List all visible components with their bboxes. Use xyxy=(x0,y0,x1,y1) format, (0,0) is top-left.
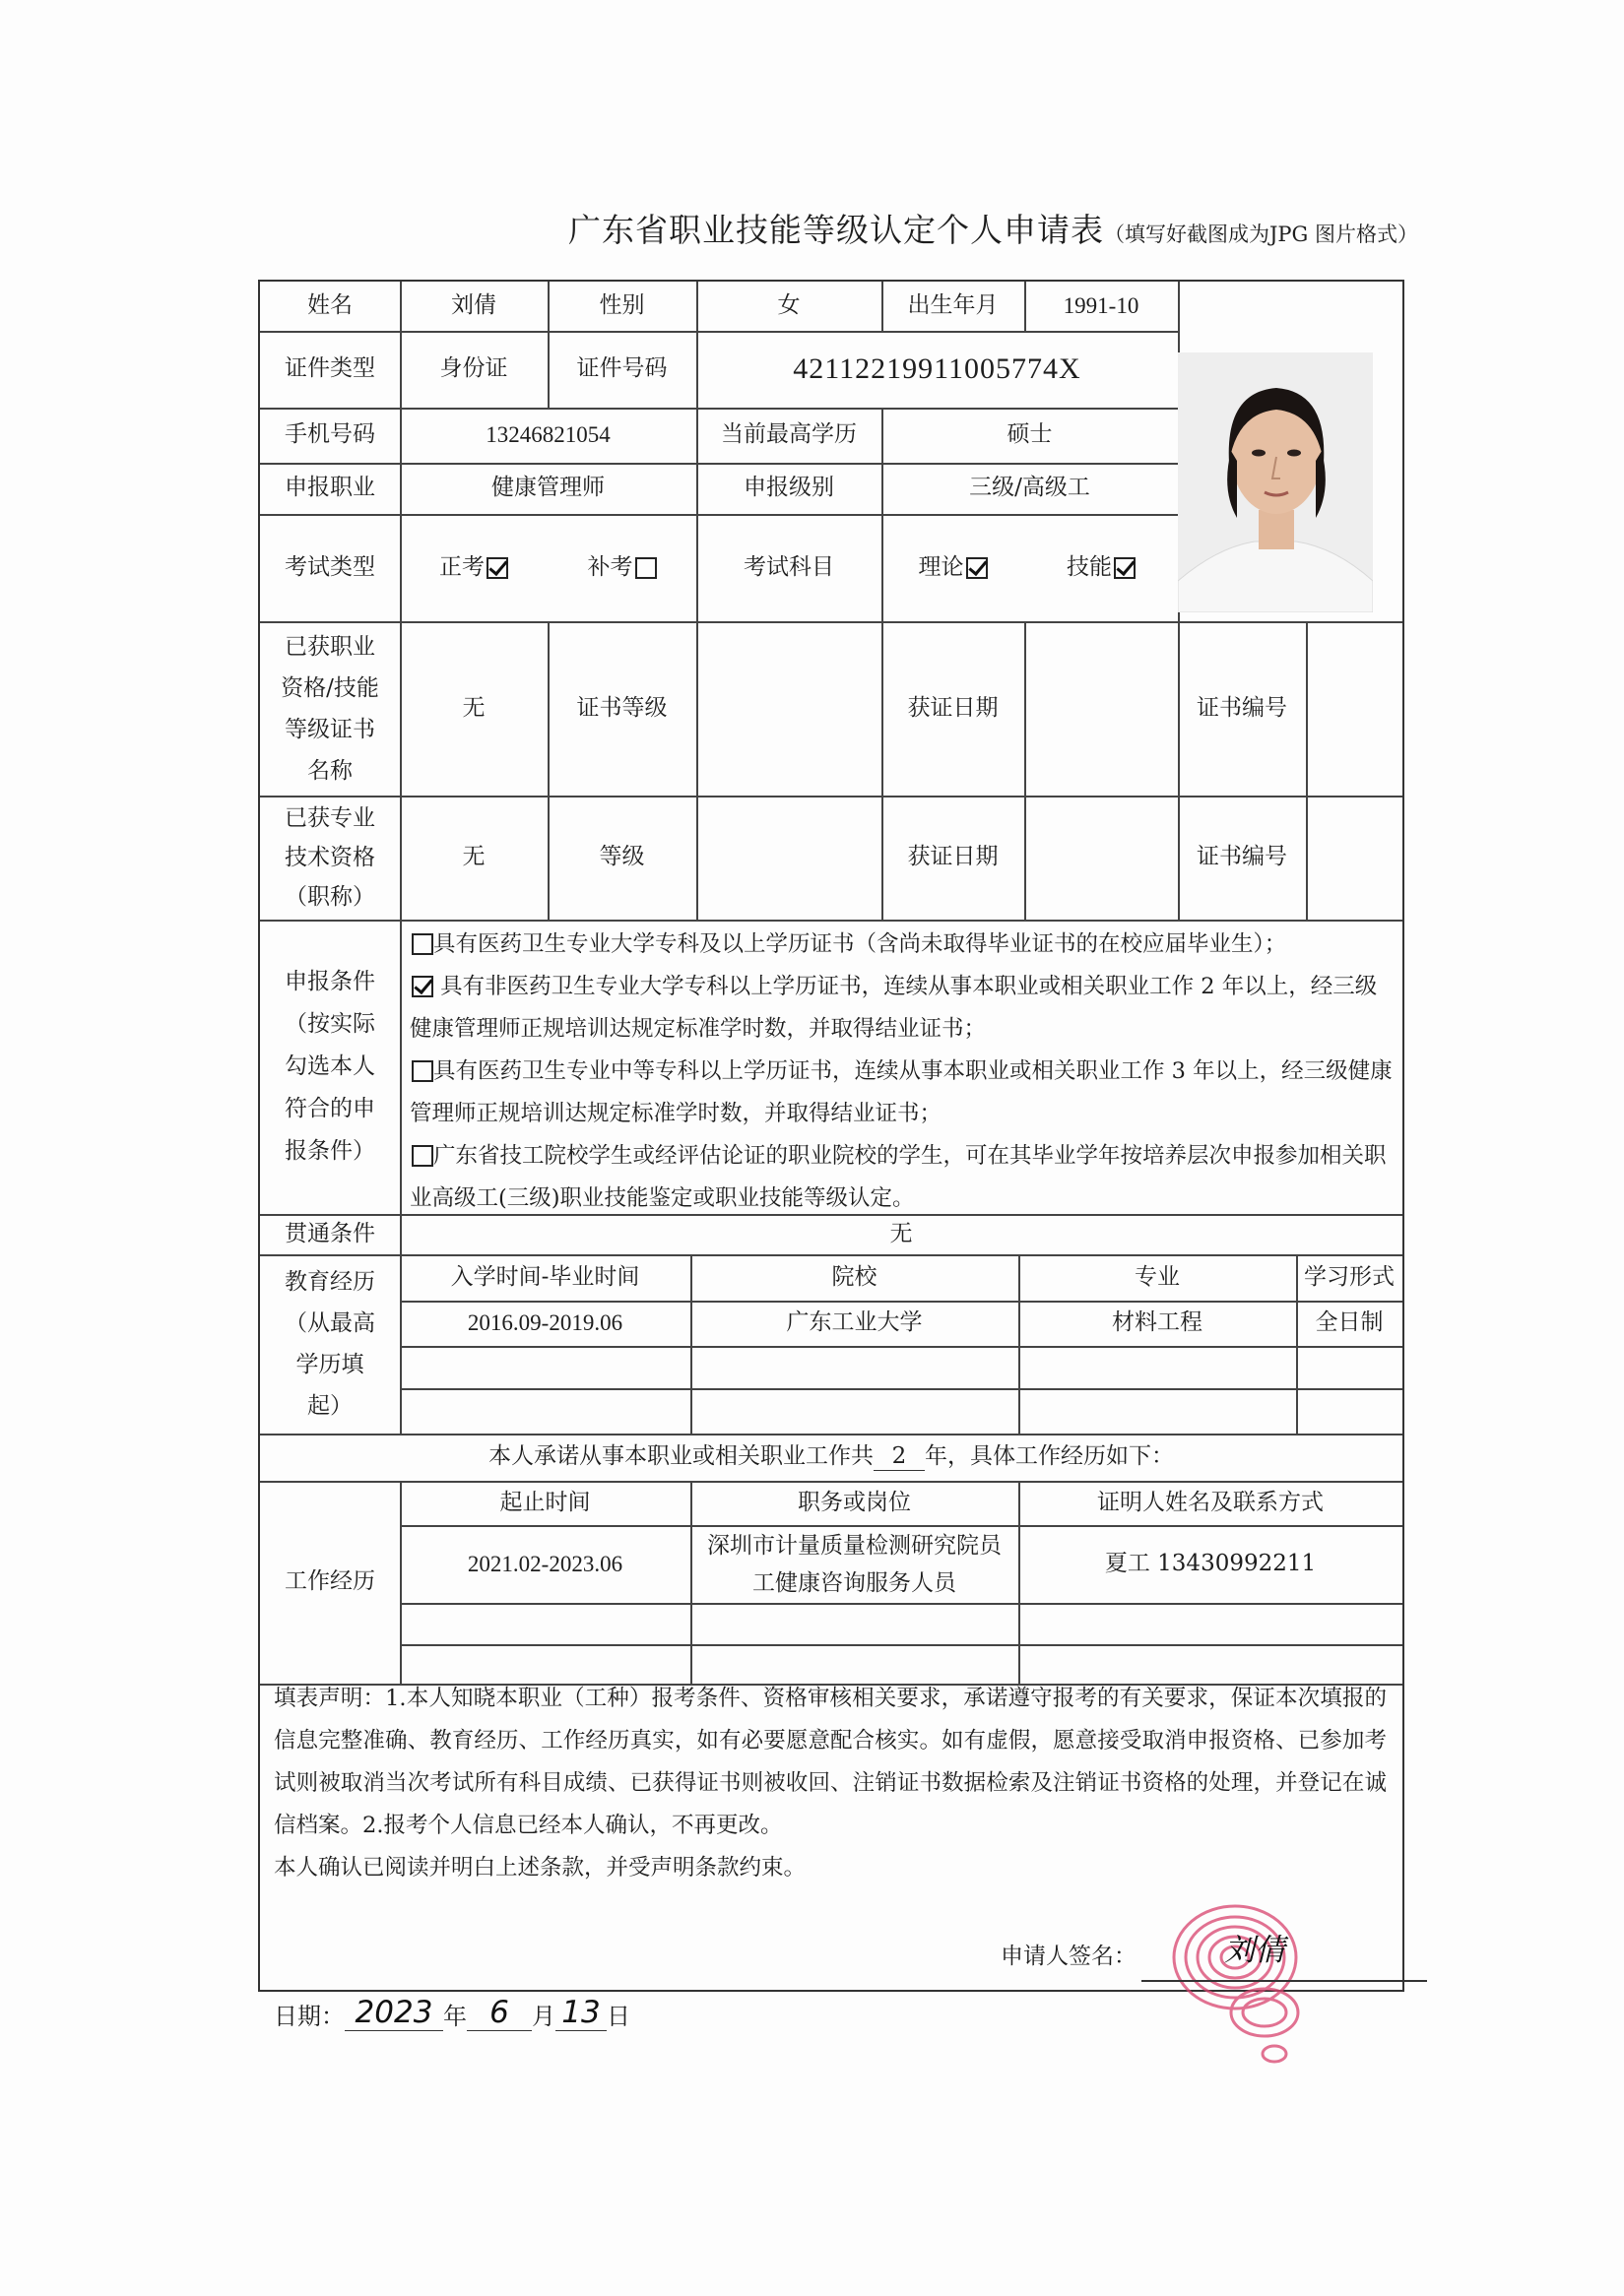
gender-label: 性别 xyxy=(599,292,645,319)
job-label: 申报职业 xyxy=(285,475,375,501)
date-day-unit: 日 xyxy=(607,2003,630,2030)
exam-theory-label: 理论 xyxy=(918,553,964,580)
signature-label: 申请人签名： xyxy=(1001,1944,1137,1970)
condition-item-1[interactable] xyxy=(410,924,1395,966)
work-commit-years[interactable]: 2 xyxy=(874,1443,925,1472)
education-header-period: 入学时间-毕业时间 xyxy=(450,1263,640,1290)
applicant-portrait-icon xyxy=(1178,352,1373,612)
conditions-list xyxy=(410,924,1395,1220)
work-reference[interactable]: 夏工 13430992211 xyxy=(1104,1550,1317,1576)
id-no-value[interactable]: 42112219911005774X xyxy=(793,352,1081,386)
work-header-reference: 证明人姓名及联系方式 xyxy=(1097,1489,1324,1515)
phone-value[interactable]: 13246821054 xyxy=(486,422,611,448)
through-value[interactable]: 无 xyxy=(889,1220,913,1246)
education-label: 教育经历 xyxy=(285,1269,375,1295)
cert-qual-no-label: 证书编号 xyxy=(1197,694,1287,721)
work-commit-prefix: 本人承诺从事本职业或相关职业工作共 xyxy=(488,1443,874,1470)
work-position[interactable]: 深圳市计量质量检测研究院员工健康咨询服务人员 xyxy=(707,1532,1002,1596)
through-label: 贯通条件 xyxy=(285,1220,375,1246)
declaration-confirm: 本人确认已阅读并明白上述条款，并受声明条款约束。 xyxy=(274,1855,807,1881)
cert-tech-no-value[interactable] xyxy=(1306,796,1402,920)
cert-qual-no-value[interactable] xyxy=(1306,621,1402,796)
condition-item-2[interactable] xyxy=(410,966,1395,1051)
job-value[interactable]: 健康管理师 xyxy=(491,475,605,501)
condition-1-text: 具有医药卫生专业大学专科及以上学历证书（含尚未取得毕业证书的在校应届毕业生）； xyxy=(433,931,1287,957)
edu-value[interactable]: 硕士 xyxy=(1007,421,1053,448)
id-type-label: 证件类型 xyxy=(285,355,375,382)
work-header-position: 职务或岗位 xyxy=(798,1489,911,1515)
date-day[interactable]: 13 xyxy=(555,1995,607,2031)
id-type-value[interactable]: 身份证 xyxy=(439,355,508,382)
declaration xyxy=(274,1678,1387,1889)
id-no-label: 证件号码 xyxy=(576,355,668,382)
signature-line xyxy=(1141,1980,1427,1982)
work-header-period: 起止时间 xyxy=(499,1489,591,1515)
education-header-mode: 学习形式 xyxy=(1304,1263,1395,1290)
cert-tech-date-label: 获证日期 xyxy=(907,844,999,870)
edu-label: 当前最高学历 xyxy=(721,421,857,448)
date-month-unit: 月 xyxy=(532,2003,555,2030)
exam-regular-option[interactable] xyxy=(400,514,548,621)
date-year-unit: 年 xyxy=(443,2003,467,2030)
work-commit-suffix: 年，具体工作经历如下： xyxy=(925,1443,1174,1470)
work-commitment xyxy=(260,1434,1402,1481)
form-title xyxy=(0,205,1418,251)
condition-4-text: 广东省技工院校学生或经评估论证的职业院校的学生，可在其毕业学年按培养层次申报参加相关职业高级工(三级)职业技能鉴定或职业技能等级认定。 xyxy=(410,1143,1387,1211)
gender-value[interactable]: 女 xyxy=(777,292,801,319)
education-period[interactable]: 2016.09-2019.06 xyxy=(467,1310,623,1336)
cert-qual-date-value[interactable] xyxy=(1024,621,1178,796)
exam-type-label: 考试类型 xyxy=(285,553,375,580)
application-form xyxy=(258,280,1404,2030)
education-mode[interactable]: 全日制 xyxy=(1315,1309,1384,1336)
cert-qual-date-label: 获证日期 xyxy=(907,694,999,721)
date-year[interactable]: 2023 xyxy=(345,1995,443,2031)
exam-makeup-label: 补考 xyxy=(587,553,633,580)
exam-theory-checkbox[interactable] xyxy=(966,557,988,579)
exam-makeup-checkbox[interactable] xyxy=(635,557,657,579)
condition-3-checkbox[interactable] xyxy=(412,1060,433,1082)
education-school[interactable]: 广东工业大学 xyxy=(786,1309,923,1336)
level-value[interactable]: 三级/高级工 xyxy=(969,475,1090,501)
condition-item-3[interactable] xyxy=(410,1051,1395,1135)
conditions-label: 申报条件 xyxy=(285,969,375,994)
exam-skill-option[interactable] xyxy=(1024,514,1178,621)
birth-value[interactable]: 1991-10 xyxy=(1063,293,1139,319)
date-row xyxy=(274,1995,630,2031)
work-period[interactable]: 2021.02-2023.06 xyxy=(467,1551,623,1576)
name-label: 姓名 xyxy=(307,292,353,319)
birth-label: 出生年月 xyxy=(907,292,999,319)
form-title-main: 广东省职业技能等级认定个人申请表 xyxy=(568,211,1104,249)
cert-tech-date-value[interactable] xyxy=(1024,796,1178,920)
education-hint: （从最高学历填起） xyxy=(285,1310,375,1419)
exam-regular-checkbox[interactable] xyxy=(487,557,508,579)
cert-tech-value[interactable]: 无 xyxy=(462,844,486,870)
date-label: 日期： xyxy=(274,2003,345,2030)
applicant-photo xyxy=(1178,352,1373,612)
conditions-hint: （按实际勾选本人符合的申报条件） xyxy=(285,1011,375,1164)
cert-qual-level-label: 证书等级 xyxy=(576,694,668,721)
education-major[interactable]: 材料工程 xyxy=(1112,1309,1202,1336)
condition-2-text: 具有非医药卫生专业大学专科以上学历证书，连续从事本职业或相关职业工作 2 年以上，经三级健康管理师正规培训达规定标准学时数，并取得结业证书； xyxy=(410,974,1378,1042)
education-header-school: 院校 xyxy=(831,1263,877,1290)
level-label: 申报级别 xyxy=(744,475,834,501)
condition-1-checkbox[interactable] xyxy=(412,933,433,955)
condition-item-4[interactable] xyxy=(410,1135,1395,1220)
cert-tech-label: 已获专业技术资格（职称） xyxy=(285,805,375,910)
exam-regular-label: 正考 xyxy=(439,553,485,580)
work-label: 工作经历 xyxy=(285,1568,375,1595)
cert-tech-no-label: 证书编号 xyxy=(1197,844,1287,870)
name-value[interactable]: 刘倩 xyxy=(451,292,496,319)
education-header-major: 专业 xyxy=(1135,1263,1180,1290)
signature-name[interactable]: 刘倩 xyxy=(1224,1933,1285,1969)
exam-makeup-option[interactable] xyxy=(548,514,696,621)
conditions-label-cell xyxy=(280,920,380,1214)
date-month[interactable]: 6 xyxy=(467,1995,532,2031)
exam-skill-label: 技能 xyxy=(1067,553,1112,580)
condition-4-checkbox[interactable] xyxy=(412,1145,433,1167)
education-label-cell xyxy=(280,1254,380,1434)
condition-2-checkbox[interactable] xyxy=(412,976,433,997)
exam-subject-label: 考试科目 xyxy=(744,553,834,580)
cert-tech-level-value[interactable] xyxy=(696,796,881,920)
phone-label: 手机号码 xyxy=(285,421,375,448)
declaration-text: 填表声明：1.本人知晓本职业（工种）报考条件、资格审核相关要求，承诺遵守报考的有关要求，保证本次填报的信息完整准确、教育经历、工作经历真实，如有必要愿意配合核实。如有虚假，愿意接受取消申报资格、已参加考试则被取消当次考试所有科目成绩、已获得证书则被收回、注销证书数据检索及注销证书资格的处理，并登记在诚信档案。2.报考个人信息已经本人确认，不再更改。 xyxy=(274,1686,1387,1838)
exam-theory-option[interactable] xyxy=(881,514,1024,621)
condition-3-text: 具有医药卫生专业中等专科以上学历证书，连续从事本职业或相关职业工作 3 年以上，经三级健康管理师正规培训达规定标准学时数，并取得结业证书； xyxy=(410,1058,1393,1126)
cert-qual-value[interactable]: 无 xyxy=(462,694,486,721)
cert-qual-level-value[interactable] xyxy=(696,621,881,796)
cert-qual-label: 已获职业资格/技能等级证书名称 xyxy=(281,633,379,784)
form-title-note: （填写好截图成为JPG 图片格式） xyxy=(1104,223,1418,246)
cert-tech-level-label: 等级 xyxy=(599,844,645,870)
exam-skill-checkbox[interactable] xyxy=(1114,557,1136,579)
